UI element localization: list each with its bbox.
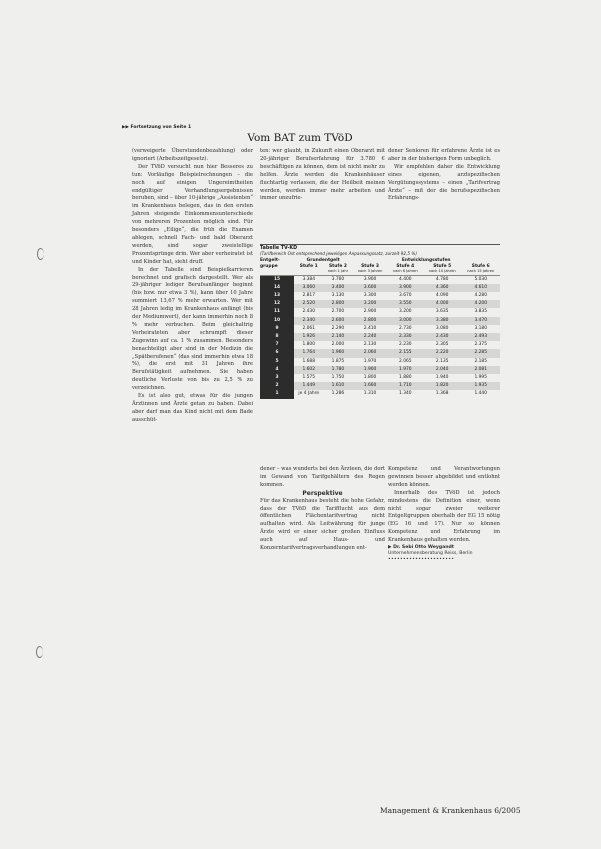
header-entwicklungsstufen: Entwicklungsstufen bbox=[401, 258, 451, 263]
salary-cell: 1.602 bbox=[294, 366, 323, 374]
entgeltgruppe-cell: 8 bbox=[260, 333, 294, 341]
table-row bbox=[260, 333, 500, 341]
paragraph: Es ist also gut, etwas für die jungen Ärztinnen und Ärzte getan zu haben. Dabei aber darf man das Kind nicht mit dem Bade ausschüt- bbox=[132, 393, 253, 423]
table-row bbox=[260, 341, 500, 349]
salary-cell: 1.940 bbox=[435, 374, 449, 380]
salary-cell: 3.600 bbox=[352, 284, 387, 292]
paragraph: ten: wer glaubt, in Zukunft einen Oberarzt mit 20-jähriger Berufserfahrung für 3.780 € beschäftigen zu können, dem ist nicht mehr zu helfen. Ärzte werden die Krankenhäuser fluchtartig verlassen, die der Heilbeit meinen werden, werden immer mehr arbeiten und immer unzufrie- bbox=[260, 148, 385, 202]
entgeltgruppe-cell: 14 bbox=[260, 284, 294, 292]
header-stufe: Stufe 1 bbox=[299, 263, 318, 269]
salary-cell: 2.140 bbox=[323, 333, 352, 341]
column-3-bottom bbox=[388, 466, 500, 563]
salary-cell: 2.061 bbox=[302, 325, 316, 331]
salary-cell: 4.610 bbox=[461, 284, 500, 292]
table-row bbox=[260, 325, 500, 333]
salary-cell: 3.760 bbox=[331, 276, 345, 282]
salary-cell: 2.800 bbox=[352, 317, 387, 325]
salary-cell: 2.730 bbox=[399, 325, 412, 331]
salary-cell: 2.185 bbox=[474, 358, 488, 364]
salary-cell: 3.130 bbox=[331, 292, 345, 298]
salary-cell: 2.000 bbox=[331, 342, 345, 348]
salary-cell: 1.764 bbox=[294, 349, 323, 357]
entgeltgruppe-cell: 5 bbox=[260, 358, 294, 366]
salary-cell: 4.000 bbox=[423, 300, 462, 308]
salary-cell: 1.995 bbox=[474, 374, 488, 380]
continuation-note: ▶▶ Fortsetzung von Seite 1 bbox=[122, 125, 192, 130]
header-entgeltgruppe: Entgelt-gruppe bbox=[260, 258, 280, 269]
salary-cell: 3.900 bbox=[388, 284, 423, 292]
entgeltgruppe-cell: 10 bbox=[260, 317, 294, 325]
salary-cell: 3.380 bbox=[423, 317, 462, 325]
salary-cell: 1.286 bbox=[331, 391, 345, 397]
salary-cell: 1.970 bbox=[363, 358, 377, 364]
salary-cell: 2.135 bbox=[435, 358, 449, 364]
salary-cell: 2.817 bbox=[302, 292, 316, 298]
entgeltgruppe-cell: 11 bbox=[260, 308, 294, 316]
salary-cell: 2.081 bbox=[461, 366, 500, 374]
salary-cell: 1.575 bbox=[302, 374, 316, 380]
entgeltgruppe-cell: 9 bbox=[260, 325, 294, 333]
header-stufe: Stufe 2 bbox=[329, 263, 347, 269]
salary-cell: 1.610 bbox=[323, 382, 352, 390]
salary-cell: 2.155 bbox=[388, 349, 423, 357]
salary-cell: 2.700 bbox=[331, 309, 345, 315]
salary-cell: 2.240 bbox=[352, 333, 387, 341]
salary-cell: 1.750 bbox=[331, 374, 345, 380]
page-footer: Management & Krankenhaus 6/2005 bbox=[380, 806, 521, 815]
salary-cell: 1.926 bbox=[294, 333, 323, 341]
paragraph: Innerhalb des TVöD ist jedoch mindestens die Definition einer, wenn nicht sogar zweier weiterer Entgeltgruppen oberhalb der EG 15 nötig (EG 16 und 17). Nur so können Kompetenz und Erfahrung im Krankenhaus gehalten werden. bbox=[388, 489, 500, 544]
salary-cell: 1.875 bbox=[331, 358, 345, 364]
salary-cell: 3.900 bbox=[363, 276, 377, 282]
salary-cell: 3.400 bbox=[323, 284, 352, 292]
salary-cell: 4.200 bbox=[461, 300, 500, 308]
column-1 bbox=[132, 148, 253, 425]
paragraph: In der Tabelle sind Beispielkarrieren berechnet und grafisch dargestellt. Wer als 29-jähriger lediger Berufsanfänger beginnt (bis bzw. nur etwa 3 %), kann über 10 Jahre summiert 13,67 % mehr erwarten. Wer mit 28 Jahren ledig im Krankenhaus anfängt (bis der Mediumwert), der kann immerhin noch 8 % mehr verbuchen. Beim gleichaltrig Verheirateten aber schrumpft dieser Zugewinn auf ca. 1 % zusammen. Besonders benachteiligt aber sind in der Medizin die „Spätberufenen“ (das sind immerhin etwa 18 %), die erst mit 31 Jahren ihre Berufstätigkeit aufnehmen. Sie haben deutliche Verluste von bis zu 2,5 % zu verzeichnen. bbox=[132, 266, 253, 392]
salary-cell: 1.880 bbox=[399, 374, 412, 380]
salary-cell: 3.000 bbox=[388, 317, 423, 325]
salary-cell: 1.900 bbox=[352, 366, 387, 374]
punch-hole-mark bbox=[36, 646, 43, 658]
entgeltgruppe-cell: 2 bbox=[260, 382, 294, 390]
table-row bbox=[260, 374, 500, 382]
salary-cell: 4.360 bbox=[423, 284, 462, 292]
entgeltgruppe-cell: 1 bbox=[260, 390, 294, 398]
table-row bbox=[260, 317, 500, 325]
salary-cell: 4.400 bbox=[399, 276, 412, 282]
salary-cell: 1.440 bbox=[474, 391, 488, 397]
header-stufe: Stufe 4 bbox=[396, 263, 415, 269]
salary-cell: 2.285 bbox=[461, 349, 500, 357]
salary-cell: 2.230 bbox=[399, 342, 412, 348]
salary-cell: 1.800 bbox=[302, 342, 316, 348]
salary-cell: 2.430 bbox=[423, 333, 462, 341]
salary-cell: 3.384 bbox=[302, 276, 316, 282]
salary-cell: 4.090 bbox=[435, 292, 449, 298]
salary-cell: 2.340 bbox=[294, 317, 323, 325]
salary-cell: 3.835 bbox=[474, 309, 488, 315]
salary-cell: 1.449 bbox=[294, 382, 323, 390]
salary-cell: 1.780 bbox=[323, 366, 352, 374]
punch-hole-mark bbox=[37, 248, 44, 260]
salary-table bbox=[260, 244, 500, 399]
salary-cell: 1.960 bbox=[323, 349, 352, 357]
entgeltgruppe-cell: 7 bbox=[260, 341, 294, 349]
salary-cell: 2.430 bbox=[302, 309, 316, 315]
article-title: Vom BAT zum TVöD bbox=[247, 132, 353, 144]
salary-cell: 2.375 bbox=[474, 342, 488, 348]
salary-cell: 2.493 bbox=[461, 333, 500, 341]
salary-cell: 2.060 bbox=[352, 349, 387, 357]
salary-cell: 2.410 bbox=[363, 325, 377, 331]
salary-cell: 1.310 bbox=[363, 391, 377, 397]
paragraph: Wir empfehlen daher die Entwicklung eines eigenen, arztspezifischen Vergütungssystems – einen „Tarifvertrag Ärzte“ – mit der die berufsspezifischen Erfahrungs- bbox=[388, 163, 500, 202]
salary-cell: 1.970 bbox=[388, 366, 423, 374]
salary-cell: 3.060 bbox=[294, 284, 323, 292]
salary-cell: 2.600 bbox=[323, 317, 352, 325]
entgeltgruppe-cell: 4 bbox=[260, 366, 294, 374]
salary-cell: 1.800 bbox=[363, 374, 377, 380]
salary-cell: 2.330 bbox=[388, 333, 423, 341]
header-sub: nach 6 Jahren bbox=[388, 269, 423, 275]
section-heading: Perspektive bbox=[302, 489, 343, 497]
salary-cell: 1.688 bbox=[302, 358, 316, 364]
salary-cell: 1.660 bbox=[352, 382, 387, 390]
salary-cell: 2.520 bbox=[294, 300, 323, 308]
table-row bbox=[260, 308, 500, 316]
salary-cell: 3.550 bbox=[388, 300, 423, 308]
column-2-top bbox=[260, 148, 385, 203]
header-sub: nach 15 Jahren bbox=[461, 269, 500, 275]
table-row bbox=[260, 390, 500, 398]
salary-cell: 4.780 bbox=[435, 276, 449, 282]
salary-cell: 3.300 bbox=[363, 292, 377, 298]
column-3-top bbox=[388, 148, 500, 203]
salary-cell: 3.080 bbox=[435, 325, 449, 331]
header-stufe: Stufe 5 bbox=[433, 263, 452, 269]
column-2-bottom bbox=[260, 466, 385, 553]
table-row bbox=[260, 275, 500, 284]
salary-cell: 3.670 bbox=[399, 292, 412, 298]
header-stufe: Stufe 3 bbox=[361, 263, 379, 269]
header-grundentgelt: Grundentgelt bbox=[306, 258, 340, 263]
author-name: ▶ Dr. Sebi Otto Weygandt bbox=[388, 545, 454, 551]
author-contact: •••••••••••••••••••••• bbox=[388, 557, 455, 563]
entgeltgruppe-cell: 12 bbox=[260, 300, 294, 308]
table-subtitle: (Tarifbereich Ost entsprechend jeweiligen Anpassungssatz, zurzeit 92,5 %) bbox=[260, 251, 418, 256]
table-title: Tabelle TV-KD bbox=[260, 244, 500, 251]
salary-cell: 4.280 bbox=[474, 292, 488, 298]
salary-cell: 1.935 bbox=[461, 382, 500, 390]
salary-cell: 3.180 bbox=[474, 325, 488, 331]
paragraph: dener – was wunderts bei den Ärzteen, die dort im Gewand von Tarifgehältern des Regen kommen. bbox=[260, 466, 386, 488]
salary-cell: 1.368 bbox=[435, 391, 449, 397]
entgeltgruppe-cell: 6 bbox=[260, 349, 294, 357]
salary-cell: 2.130 bbox=[363, 342, 377, 348]
table-grid bbox=[260, 258, 500, 399]
paragraph: (verweigerte Überstundenbezahlung) oder ignoriert (Arbeitszeitgesetz). bbox=[132, 148, 253, 162]
salary-cell: 2.305 bbox=[435, 342, 449, 348]
salary-cell: 3.635 bbox=[435, 309, 449, 315]
table-row bbox=[260, 300, 500, 308]
entgeltgruppe-cell: 15 bbox=[260, 275, 294, 284]
paragraph: dener Senioren für erfahrene Ärzte ist es aber in der bisherigen Form unbeglich. bbox=[388, 148, 500, 162]
table-row bbox=[260, 382, 500, 390]
header-stufe: Stufe 6 bbox=[471, 263, 490, 269]
salary-cell: 5.030 bbox=[474, 276, 488, 282]
salary-cell: 2.040 bbox=[423, 366, 462, 374]
header-sub: nach 1 Jahr bbox=[323, 269, 352, 275]
author-affiliation: Unternehmensberatung Reiss, Berlin bbox=[388, 551, 473, 557]
entgeltgruppe-cell: 3 bbox=[260, 374, 294, 382]
table-row bbox=[260, 284, 500, 292]
salary-cell: 3.200 bbox=[352, 300, 387, 308]
table-row bbox=[260, 358, 500, 366]
salary-cell: 2.800 bbox=[323, 300, 352, 308]
entgeltgruppe-cell: 13 bbox=[260, 292, 294, 300]
salary-cell: je 4 Jahre bbox=[298, 391, 320, 397]
salary-cell: 3.200 bbox=[399, 309, 412, 315]
table-row bbox=[260, 366, 500, 374]
table-body bbox=[260, 275, 500, 399]
header-sub: nach 10 Jahren bbox=[423, 269, 462, 275]
paragraph: Für das Krankenhaus besteht die hohe Gefahr, dass der TVöD die Tarifflucht aus dem öffentlichen Flächentarifvertrag nicht aufhalten wird. Als Leitwährung für junge Ärzte wird er einer sicher großen Einfluss auch auf Haus- und Konzerntarifvertragsverhandlungen ent- bbox=[260, 497, 385, 552]
paragraph: Der TVöD versucht nun hier Besseres zu tun: Vorläufige Beispielrechnungen – die noch auf einigen Ungereimtheiten endgültiger Verhandlungsergebnissen beruhen, sind – über 10-jährige „Assistenten“ im Krankenhaus belegen, das in den ersten Jahren steigende Einkommensunterschiede von mehreren Prozenten möglich sind. Für besonders „Eilige“, die früh die Examen ablegen, schnell Fach- und bald Oberarzt werden, sind sogar zweistellige Prozentsprünge drin. Wer aber verheiratet ist und Kinder hat, sieht druff. bbox=[132, 163, 253, 265]
salary-cell: 1.710 bbox=[388, 382, 423, 390]
table-row bbox=[260, 292, 500, 300]
salary-cell: 2.290 bbox=[331, 325, 345, 331]
salary-cell: 2.220 bbox=[423, 349, 462, 357]
header-sub: nach 3 Jahren bbox=[352, 269, 387, 275]
salary-cell: 1.340 bbox=[399, 391, 412, 397]
paragraph: Kompetenz und Verantwortungen gewinnen besser abgebildet und entlohnt werden können. bbox=[388, 466, 500, 488]
salary-cell: 2.900 bbox=[363, 309, 377, 315]
table-row bbox=[260, 349, 500, 357]
salary-cell: 3.470 bbox=[461, 317, 500, 325]
salary-cell: 1.820 bbox=[423, 382, 462, 390]
salary-cell: 2.065 bbox=[399, 358, 412, 364]
